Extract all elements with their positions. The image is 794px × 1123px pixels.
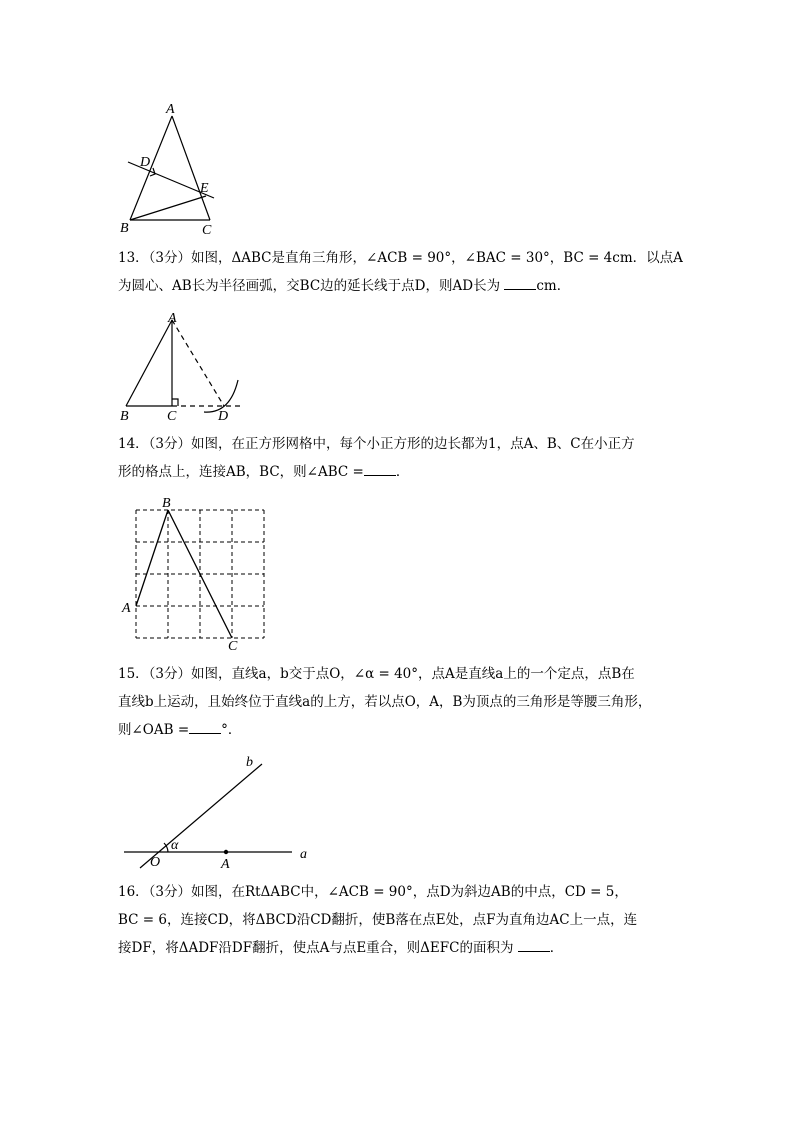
- label-c: C: [228, 639, 238, 654]
- answer-blank-13[interactable]: [504, 275, 536, 290]
- question-13-unit: cm．: [536, 278, 571, 294]
- label-b: B: [162, 496, 171, 511]
- label-d: D: [218, 409, 229, 424]
- question-14-line-1: 14．（3分）如图，在正方形网格中，每个小正方形的边长都为1，点A、B、C在小正方: [118, 436, 635, 452]
- question-13-line-1: 13．（3分）如图，ΔABC是直角三角形，∠ACB = 90°，∠BAC = 30°，BC = 4cm．以点A: [118, 250, 683, 266]
- question-14-line-2: [118, 458, 678, 486]
- segment-ab: [136, 510, 168, 606]
- figure-q14: [120, 494, 270, 654]
- point-a: [224, 850, 228, 854]
- label-e: E: [200, 181, 209, 196]
- segment-ab: [126, 320, 172, 406]
- question-16-end: ．: [549, 940, 564, 956]
- segment-be: [130, 196, 206, 220]
- label-a: A: [168, 311, 177, 326]
- answer-blank-14[interactable]: [364, 461, 396, 476]
- question-13-line-2-text: 为圆心、AB长为半径画弧，交BC边的延长线于点D，则AD长为: [118, 278, 501, 294]
- right-angle-mark: [172, 399, 178, 406]
- question-13-line-2: [118, 272, 678, 300]
- question-16-line-3: [118, 934, 678, 962]
- question-15-line-3-text: 则∠OAB =: [118, 722, 190, 738]
- segment-ab: [130, 116, 172, 220]
- label-b: b: [246, 755, 253, 770]
- label-c: C: [167, 409, 177, 424]
- label-o: O: [150, 855, 161, 870]
- question-14-end: ．: [395, 464, 410, 480]
- question-14: [118, 430, 678, 486]
- question-15-line-1: 15．（3分）如图，直线a，b交于点O，∠α = 40°，点A是直线a上的一个定点，点B在: [118, 666, 635, 682]
- label-a: A: [166, 102, 175, 117]
- question-15-line-3: [118, 716, 678, 744]
- figure-q12: [110, 98, 230, 238]
- arc: [204, 380, 238, 412]
- label-d: D: [140, 155, 151, 170]
- label-b: B: [120, 409, 129, 424]
- label-a: A: [122, 601, 131, 616]
- question-16-line-1: 16．（3分）如图，在RtΔABC中，∠ACB = 90°，点D为斜边AB的中点，CD = 5，: [118, 884, 628, 900]
- question-15-unit: °．: [221, 722, 242, 738]
- figure-q13: [112, 308, 252, 428]
- label-alpha: α: [171, 838, 179, 853]
- label-c: C: [202, 223, 212, 238]
- question-16-line-2: BC = 6，连接CD，将ΔBCD沿CD翻折，使B落在点E处，点F为直角边AC上一点，连: [118, 912, 638, 928]
- label-b: B: [120, 221, 129, 236]
- question-15-line-2: 直线b上运动，且始终位于直线a的上方，若以点O，A，B为顶点的三角形是等腰三角形，: [118, 694, 652, 710]
- label-line-a: a: [300, 847, 307, 862]
- question-14-line-2-text: 形的格点上，连接AB，BC，则∠ABC =: [118, 464, 364, 480]
- question-16-line-3-text: 接DF，将ΔADF沿DF翻折，使点A与点E重合，则ΔEFC的面积为: [118, 940, 514, 956]
- answer-blank-15[interactable]: [189, 719, 221, 734]
- question-16: [118, 878, 678, 962]
- question-13: [118, 244, 683, 300]
- answer-blank-16[interactable]: [518, 937, 550, 952]
- dashed-ad: [172, 320, 224, 406]
- question-15: [118, 660, 678, 744]
- figure-q15: [118, 752, 328, 872]
- label-a: A: [221, 857, 230, 872]
